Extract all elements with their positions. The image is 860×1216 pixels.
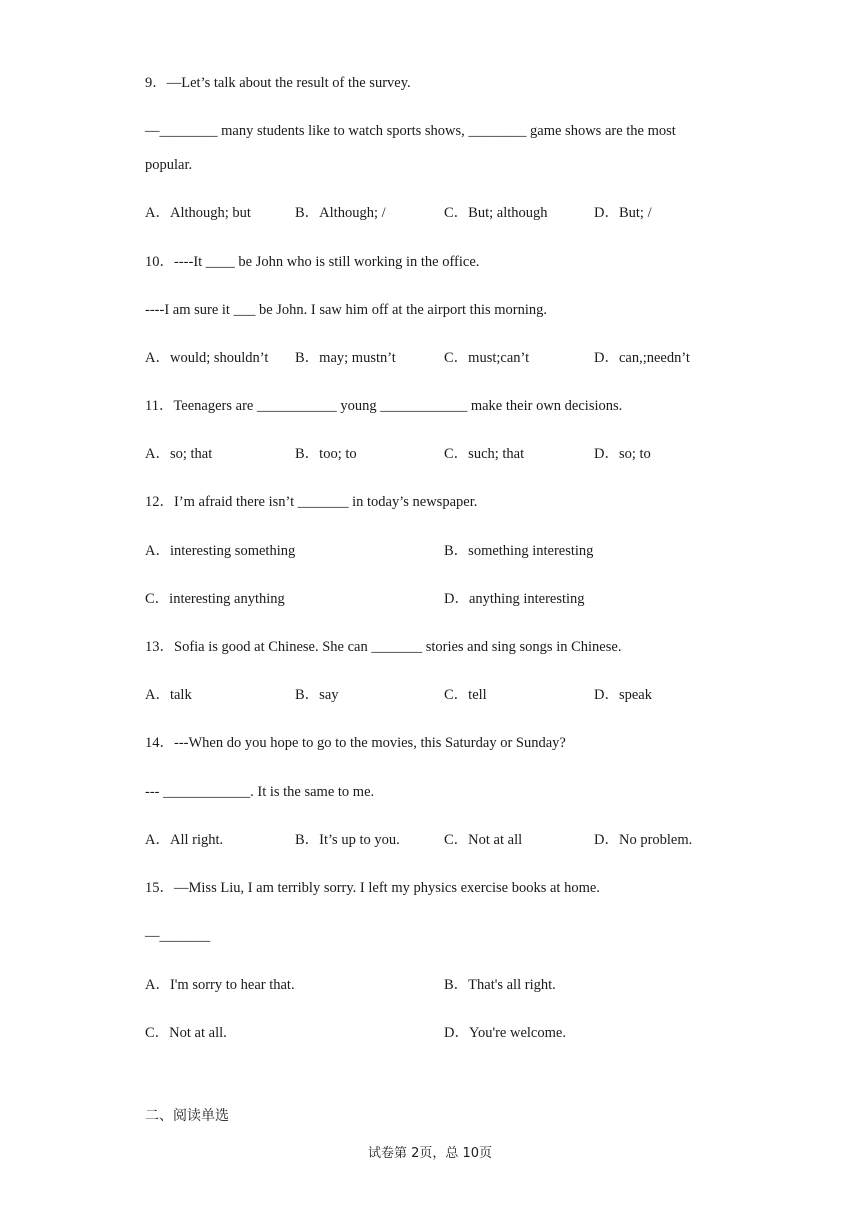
question-12-option-a: A．interesting something [145,543,296,559]
question-13-line-1: 13．Sofia is good at Chinese. She can _______ stories and sing songs in Chinese. [145,639,622,655]
question-11-option-b: B．too; to [295,446,357,462]
question-13-option-d: D．speak [594,687,652,703]
question-11-option-a: A．so; that [145,446,213,462]
question-11-option-c: C．such; that [444,446,525,462]
question-12-option-d: D．anything interesting [444,591,585,607]
question-15-option-c: C．Not at all. [145,1025,227,1041]
question-9-line-2: —________ many students like to watch sports shows, ________ game shows are the most [145,123,676,139]
question-12-option-c: C．interesting anything [145,591,285,607]
question-14-line-2: --- ____________. It is the same to me. [145,784,375,800]
question-15-option-b: B．That's all right. [444,977,556,993]
question-9-line-1: 9．—Let’s talk about the result of the survey. [145,75,411,91]
question-14-option-a: A．All right. [145,832,224,848]
page-footer: 试卷第 2页，总 10页 [367,1146,493,1161]
question-14-option-d: D．No problem. [594,832,693,848]
question-14-line-1: 14．---When do you hope to go to the movies, this Saturday or Sunday? [145,735,566,751]
question-15-line-2: —_______ [145,928,211,944]
question-13-option-c: C．tell [444,687,487,703]
question-14-option-b: B．It’s up to you. [295,832,400,848]
question-10-line-1: 10．----It ____ be John who is still working in the office. [145,254,480,270]
question-10-line-2: ----I am sure it ___ be John. I saw him off at the airport this morning. [145,302,548,318]
question-15-option-d: D．You're welcome. [444,1025,566,1041]
question-15-line-1: 15．—Miss Liu, I am terribly sorry. I left my physics exercise books at home. [145,880,600,896]
question-11-line-1: 11．Teenagers are ___________ young ____________ make their own decisions. [145,398,623,414]
question-13-option-a: A．talk [145,687,192,703]
question-10-option-b: B．may; mustn’t [295,350,396,366]
question-9-option-b: B．Although; / [295,205,386,221]
question-14-option-c: C．Not at all [444,832,523,848]
question-9-option-a: A．Although; but [145,205,251,221]
question-10-option-a: A．would; shouldn’t [145,350,269,366]
question-9-option-c: C．But; although [444,205,548,221]
section-heading: 二、阅读单选 [145,1108,229,1124]
question-10-option-c: C．must;can’t [444,350,530,366]
question-11-option-d: D．so; to [594,446,651,462]
question-9-option-d: D．But; / [594,205,652,221]
question-12-line-1: 12．I’m afraid there isn’t _______ in today’s newspaper. [145,494,478,510]
question-10-option-d: D．can,;needn’t [594,350,690,366]
question-15-option-a: A．I'm sorry to hear that. [145,977,295,993]
question-13-option-b: B．say [295,687,339,703]
question-9-line-3: popular. [145,157,193,173]
question-12-option-b: B．something interesting [444,543,594,559]
